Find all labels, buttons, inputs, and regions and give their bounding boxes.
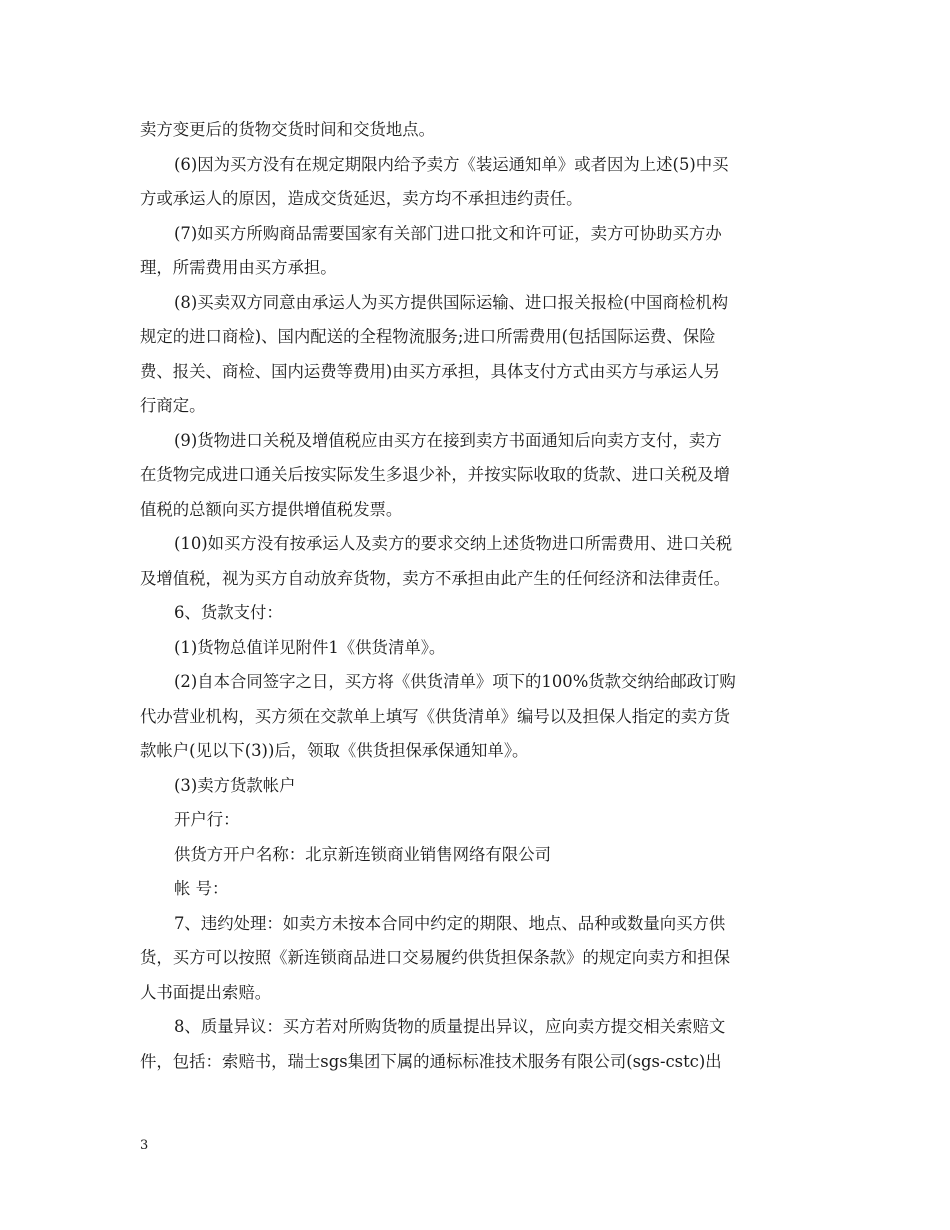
text-line: 7、违约处理：如卖方未按本合同中约定的期限、地点、品种或数量向买方供: [174, 913, 726, 933]
text-line: 在货物完成进口通关后按实际发生多退少补，并按实际收取的货款、进口关税及增: [140, 465, 731, 484]
text-line: 值税的总额向买方提供增值税发票。: [140, 499, 403, 519]
text-line: (1)货物总值详见附件1《供货清单》。: [174, 637, 446, 657]
text-line: 及增值税，视为买方自动放弃货物，卖方不承担由此产生的任何经济和法律责任。: [140, 568, 731, 588]
page-number: 3: [140, 1138, 149, 1153]
document-body: [140, 113, 815, 1079]
text-line: 代办营业机构，买方须在交款单上填写《供货清单》编号以及担保人指定的卖方货: [140, 706, 731, 726]
text-line: 卖方变更后的货物交货时间和交货地点。: [140, 120, 436, 139]
text-line: (9)货物进口关税及增值税应由买方在接到卖方书面通知后向卖方支付，卖方: [174, 430, 722, 450]
text-line: 费、报关、商检、国内运费等费用)由买方承担，具体支付方式由买方与承运人另: [140, 361, 721, 381]
text-line: 供货方开户名称：北京新连锁商业销售网络有限公司: [174, 844, 551, 864]
text-line: (3)卖方货款帐户: [174, 775, 296, 795]
text-line: (6)因为买方没有在规定期限内给予卖方《装运通知单》或者因为上述(5)中买: [174, 154, 729, 174]
text-line: (10)如买方没有按承运人及卖方的要求交纳上述货物进口所需费用、进口关税: [174, 534, 733, 553]
text-line: 8、质量异议：买方若对所购货物的质量提出异议，应向卖方提交相关索赔文: [174, 1017, 726, 1036]
text-line: 方或承运人的原因，造成交货延迟，卖方均不承担违约责任。: [140, 189, 583, 208]
text-line: (7)如买方所购商品需要国家有关部门进口批文和许可证，卖方可协助买方办: [174, 223, 722, 243]
text-line: (8)买卖双方同意由承运人为买方提供国际运输、进口报关报检(中国商检机构: [174, 292, 729, 312]
text-line: 开户行：: [174, 810, 240, 829]
text-line: 帐 号：: [174, 879, 229, 898]
text-line: 行商定。: [140, 396, 206, 415]
text-line: 理，所需费用由买方承担。: [140, 258, 337, 277]
text-line: 款帐户(见以下(3))后，领取《供货担保承保通知单》。: [140, 741, 529, 760]
text-line: 6、货款支付：: [174, 603, 283, 622]
text-line: 人书面提出索赔。: [140, 982, 272, 1002]
text-line: 件，包括：索赔书，瑞士sgs集团下属的通标标准技术服务有限公司(sgs-cstc)出: [140, 1051, 722, 1071]
text-line: 货，买方可以按照《新连锁商品进口交易履约供货担保条款》的规定向卖方和担保: [140, 948, 731, 967]
text-line: 规定的进口商检)、国内配送的全程物流服务;进口所需费用(包括国际运费、保险: [140, 327, 716, 346]
text-line: (2)自本合同签字之日，买方将《供货清单》项下的100%货款交纳给邮政订购: [174, 672, 736, 691]
